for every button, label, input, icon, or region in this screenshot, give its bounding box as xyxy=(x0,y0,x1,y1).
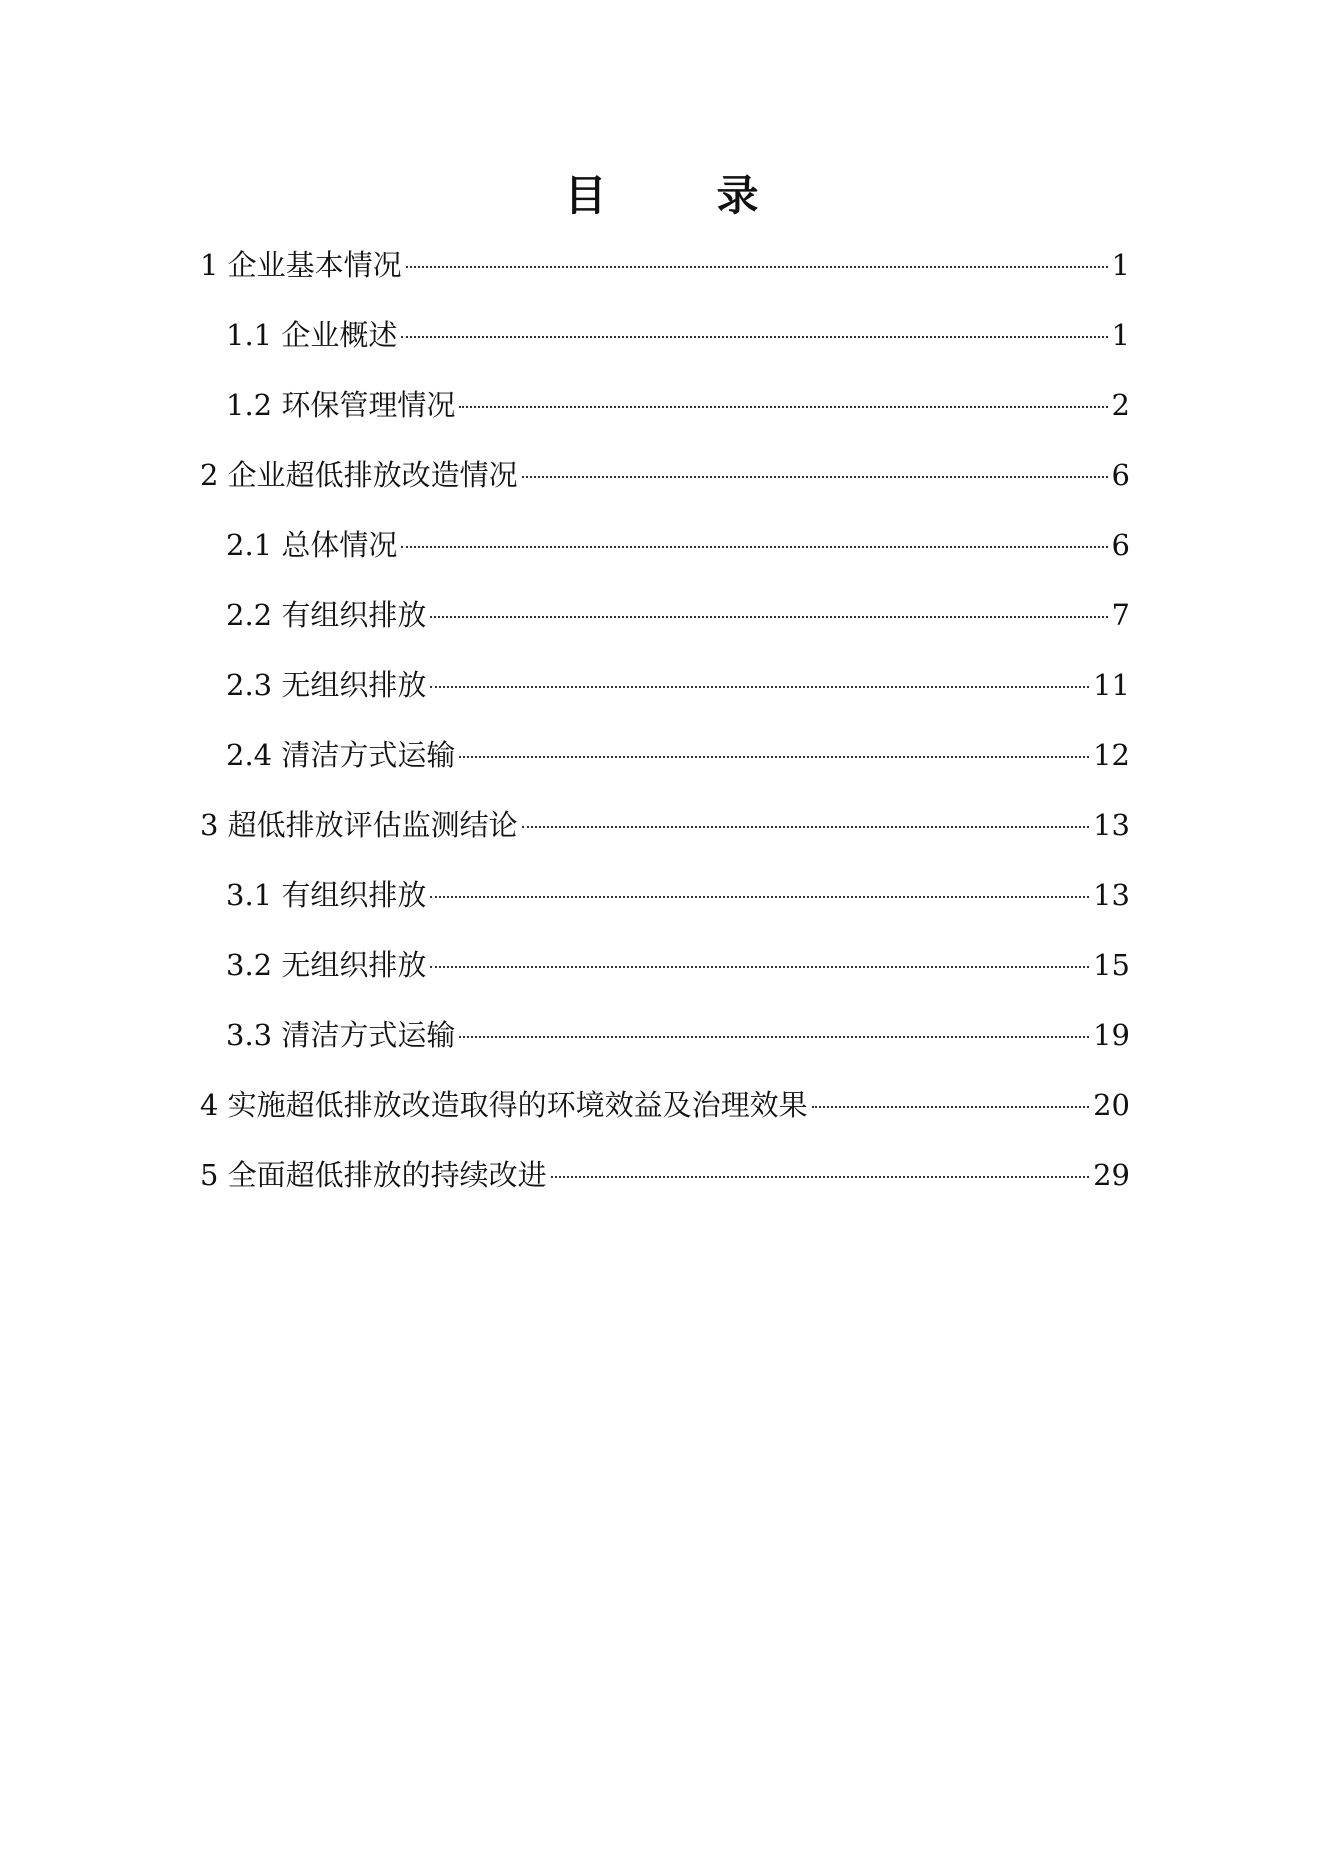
toc-entry-number: 5 xyxy=(200,1158,219,1192)
toc-entry-page: 1 xyxy=(1111,318,1130,352)
toc-entry-page: 13 xyxy=(1093,878,1130,912)
dot-leader xyxy=(430,616,1107,618)
toc-entry-page: 1 xyxy=(1111,248,1130,282)
toc-entry[interactable] xyxy=(200,240,1130,310)
toc-entry-page: 7 xyxy=(1111,598,1130,632)
toc-entry[interactable] xyxy=(200,660,1130,730)
toc-entry-number: 2 xyxy=(200,458,219,492)
dot-leader xyxy=(812,1106,1089,1108)
dot-leader xyxy=(459,406,1107,408)
dot-leader xyxy=(522,826,1089,828)
toc-entry[interactable] xyxy=(200,870,1130,940)
toc-entry-page: 20 xyxy=(1093,1088,1130,1122)
toc-entry-page: 2 xyxy=(1111,388,1130,422)
toc-title: 目 录 xyxy=(564,171,793,220)
toc-entry-page: 29 xyxy=(1093,1158,1130,1192)
toc-entry[interactable] xyxy=(200,1150,1130,1220)
toc-entry[interactable] xyxy=(200,940,1130,1010)
toc-entry-label: 有组织排放 xyxy=(281,878,427,912)
dot-leader xyxy=(459,1036,1089,1038)
toc-entry-label: 总体情况 xyxy=(281,528,398,562)
dot-leader xyxy=(430,966,1089,968)
toc-entry-page: 15 xyxy=(1093,948,1130,982)
toc-entry-label: 企业基本情况 xyxy=(227,248,402,282)
toc-entry-label: 无组织排放 xyxy=(281,948,427,982)
toc-entry-page: 13 xyxy=(1093,808,1130,842)
dot-leader xyxy=(522,476,1108,478)
toc-entry-number: 2.2 xyxy=(226,598,273,632)
toc-entry-label: 企业概述 xyxy=(281,318,398,352)
toc-entry[interactable] xyxy=(200,380,1130,450)
toc-entry-label: 无组织排放 xyxy=(281,668,427,702)
toc-entry[interactable] xyxy=(200,800,1130,870)
toc-entry-page: 6 xyxy=(1111,458,1130,492)
toc-entry-label: 超低排放评估监测结论 xyxy=(227,808,518,842)
toc-entry-label: 有组织排放 xyxy=(281,598,427,632)
toc-entry-label: 清洁方式运输 xyxy=(281,738,456,772)
toc-entry[interactable] xyxy=(200,520,1130,590)
dot-leader xyxy=(401,336,1107,338)
toc-entry-number: 2.1 xyxy=(226,528,273,562)
toc-entry-number: 1.1 xyxy=(226,318,273,352)
toc-entry-number: 3 xyxy=(200,808,219,842)
toc-entry-number: 4 xyxy=(200,1088,219,1122)
toc-entry[interactable] xyxy=(200,450,1130,520)
toc-entry-label: 清洁方式运输 xyxy=(281,1018,456,1052)
toc-entry-number: 2.4 xyxy=(226,738,273,772)
toc-entry-label: 环保管理情况 xyxy=(281,388,456,422)
dot-leader xyxy=(401,546,1107,548)
toc-entry[interactable] xyxy=(200,310,1130,380)
toc-entry[interactable] xyxy=(200,1010,1130,1080)
toc-entry[interactable] xyxy=(200,590,1130,660)
toc-entry-number: 3.2 xyxy=(226,948,273,982)
toc-entry-label: 全面超低排放的持续改进 xyxy=(227,1158,547,1192)
toc-entry-page: 6 xyxy=(1111,528,1130,562)
dot-leader xyxy=(551,1176,1089,1178)
toc-list xyxy=(200,240,1130,1220)
toc-entry-label: 企业超低排放改造情况 xyxy=(227,458,518,492)
toc-entry-number: 1.2 xyxy=(226,388,273,422)
toc-entry-number: 3.3 xyxy=(226,1018,273,1052)
dot-leader xyxy=(406,266,1108,268)
toc-entry-page: 19 xyxy=(1093,1018,1130,1052)
dot-leader xyxy=(430,896,1089,898)
toc-entry[interactable] xyxy=(200,730,1130,800)
toc-entry-number: 2.3 xyxy=(226,668,273,702)
toc-entry-label: 实施超低排放改造取得的环境效益及治理效果 xyxy=(227,1088,808,1122)
toc-entry-page: 12 xyxy=(1093,738,1130,772)
toc-entry[interactable] xyxy=(200,1080,1130,1150)
dot-leader xyxy=(459,756,1089,758)
toc-entry-number: 3.1 xyxy=(226,878,273,912)
toc-entry-page: 11 xyxy=(1093,668,1130,702)
dot-leader xyxy=(430,686,1089,688)
toc-entry-number: 1 xyxy=(200,248,219,282)
